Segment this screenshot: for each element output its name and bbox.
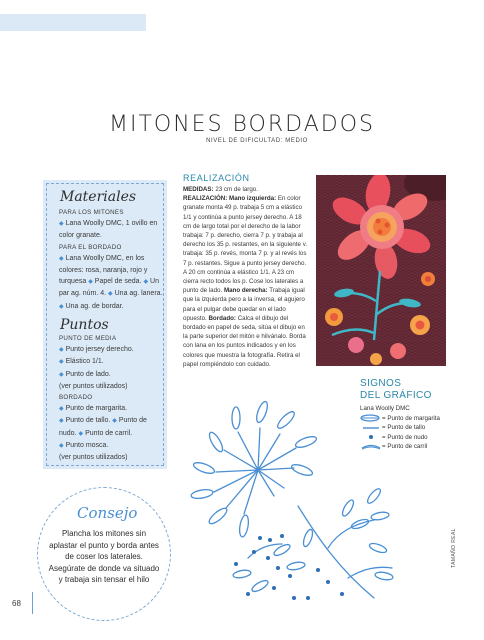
knot-dots: [234, 534, 344, 600]
medidas-label: MEDIDAS:: [183, 186, 214, 193]
materials-item-text: Lana Woolly DMC, en los colores: rosa, naranja, rojo y turquesa: [59, 254, 148, 286]
stitches-item-text: Punto de margarita.: [65, 405, 128, 413]
main-flower-rays: [214, 428, 296, 514]
diamond-bullet-icon: ◆: [59, 255, 64, 262]
bordado-label: Bordado:: [208, 314, 236, 322]
bordado-text: Calca el dibujo del bordado en papel de seda, sitúa el dibujo en la parte superior del mitón e hilvánalo. Borda con lana en los puntos indicados y en los colores que muestra la fotografía. Retira el papel rompiéndolo con cuidado.: [183, 314, 306, 368]
diamond-bullet-icon: ◆: [59, 418, 64, 425]
actual-size-label: TAMAÑO REAL: [451, 528, 457, 568]
diamond-bullet-icon: ◆: [143, 279, 149, 286]
stitches-item: [59, 356, 163, 368]
legend-label: = Punto de carril: [382, 443, 428, 450]
stitches-item: [59, 440, 163, 452]
stitches-item-text: Punto de lado.: [65, 370, 111, 378]
stitches-item-text: Punto jersey derecho.: [65, 346, 134, 354]
stitches-item: [59, 344, 163, 356]
stitches-item: [59, 403, 163, 415]
materials-heading: Materiales: [60, 189, 137, 205]
legend-label: = Punto de margarita: [382, 414, 440, 422]
realizacion-heading: REALIZACIÓN: [183, 173, 250, 183]
diamond-bullet-icon: ◆: [59, 303, 64, 310]
materials-item: [59, 253, 163, 313]
diamond-bullet-icon: ◆: [112, 418, 117, 425]
embroidered-mitten-photo: [316, 175, 446, 366]
legend-label: = Punto de nudo: [382, 433, 428, 441]
diamond-bullet-icon: ◆: [59, 359, 64, 366]
stem-and-leaves: [233, 487, 394, 598]
stitches-list: [59, 333, 163, 463]
page-number: 68: [12, 599, 21, 608]
materials-cap: PARA EL BORDADO: [59, 243, 122, 251]
page-title: MITONES BORDADOS: [109, 112, 375, 137]
medidas-text: 23 cm de largo.: [213, 186, 258, 193]
diamond-bullet-icon: ◆: [59, 442, 64, 449]
stitches-item: [59, 415, 163, 439]
stitches-heading: Puntos: [60, 317, 109, 333]
diamond-bullet-icon: ◆: [78, 430, 84, 437]
chart-signs-heading-line: DEL GRÁFICO: [360, 390, 432, 401]
embroidery-pattern-drawing: [178, 398, 398, 608]
materials-item-text: Papel de seda.: [94, 278, 142, 286]
diamond-bullet-icon: ◆: [59, 406, 64, 413]
diamond-bullet-icon: ◆: [59, 371, 64, 378]
legend-label: = Punto de tallo: [382, 424, 426, 431]
mano-derecha-label: Mano derecha:: [223, 287, 268, 295]
tip-heading: Consejo: [77, 504, 138, 522]
materials-cap: PARA LOS MITONES: [59, 209, 124, 216]
realizacion-text: En color granate monta 49 p. trabaja 5 cm a elástico 1/1 y continúa a punto jersey derecho. A 18 cm de largo total por el derecho de la labor trabaja: 7 p. derecho, cierra 7 p. y trabaja al derecho los 35 p. restantes, en la siguiente v. trabaja: 35 p. revés, monta 7 p. y al revés los 7 p. restantes. Sigue a punto jersey derecho. A 20 cm continúa a elástico 1/1. A 23 cm cierra recto todos los p. Cose los laterales a punto de lado.: [183, 195, 308, 295]
stitches-item: [59, 369, 163, 381]
difficulty-level: NIVEL DE DIFICULTAD: MEDIO: [206, 138, 308, 144]
stitches-cap: BORDADO: [59, 394, 93, 402]
materials-list: [59, 207, 163, 313]
stitches-item-text: Punto de carril.: [85, 429, 133, 437]
stitches-cap: PUNTO DE MEDIA: [59, 335, 117, 342]
stitches-item-text: Punto de tallo.: [65, 417, 111, 425]
diamond-bullet-icon: ◆: [59, 347, 64, 354]
stitches-item-text: Elástico 1/1.: [65, 358, 104, 366]
materials-item-text: Lana Woolly DMC, 1 ovillo en color granate.: [59, 220, 158, 240]
legend-brand: Lana Woolly DMC: [360, 405, 410, 412]
diamond-bullet-icon: ◆: [59, 221, 64, 228]
stitches-note: (ver puntos utilizados): [59, 382, 128, 390]
tip-text: Plancha los mitones sin aplastar el punto y borda antes de coser los laterales. Asegúrate de donde va situado y trabaja sin tensar el hilo: [48, 529, 160, 585]
realizacion-body: [183, 185, 308, 369]
top-accent-bar: [0, 14, 146, 31]
main-flower-petals: [190, 400, 317, 537]
materials-item-text: Un par ag. núm. 4.: [59, 278, 159, 298]
page-number-divider: [32, 592, 33, 614]
chart-signs-heading-line: SIGNOS: [360, 378, 402, 389]
materials-item-text: Una ag. de bordar.: [65, 302, 124, 310]
materials-item: [59, 218, 163, 241]
materials-item-text: Una ag. lanera.: [114, 290, 163, 298]
diamond-bullet-icon: ◆: [108, 291, 113, 298]
mano-derecha-text: Trabaja igual que la izquierda pero a la inversa, el agujero para el pulgar debe quedar en el lado opuesto.: [183, 287, 305, 322]
stitches-note: (ver puntos utilizados): [59, 454, 128, 462]
realizacion-label: REALIZACIÓN: Mano izquierda:: [183, 195, 277, 203]
diamond-bullet-icon: ◆: [88, 279, 93, 286]
stitches-item-text: Punto de nudo.: [59, 417, 147, 437]
stitches-item-text: Punto mosca.: [65, 441, 109, 449]
